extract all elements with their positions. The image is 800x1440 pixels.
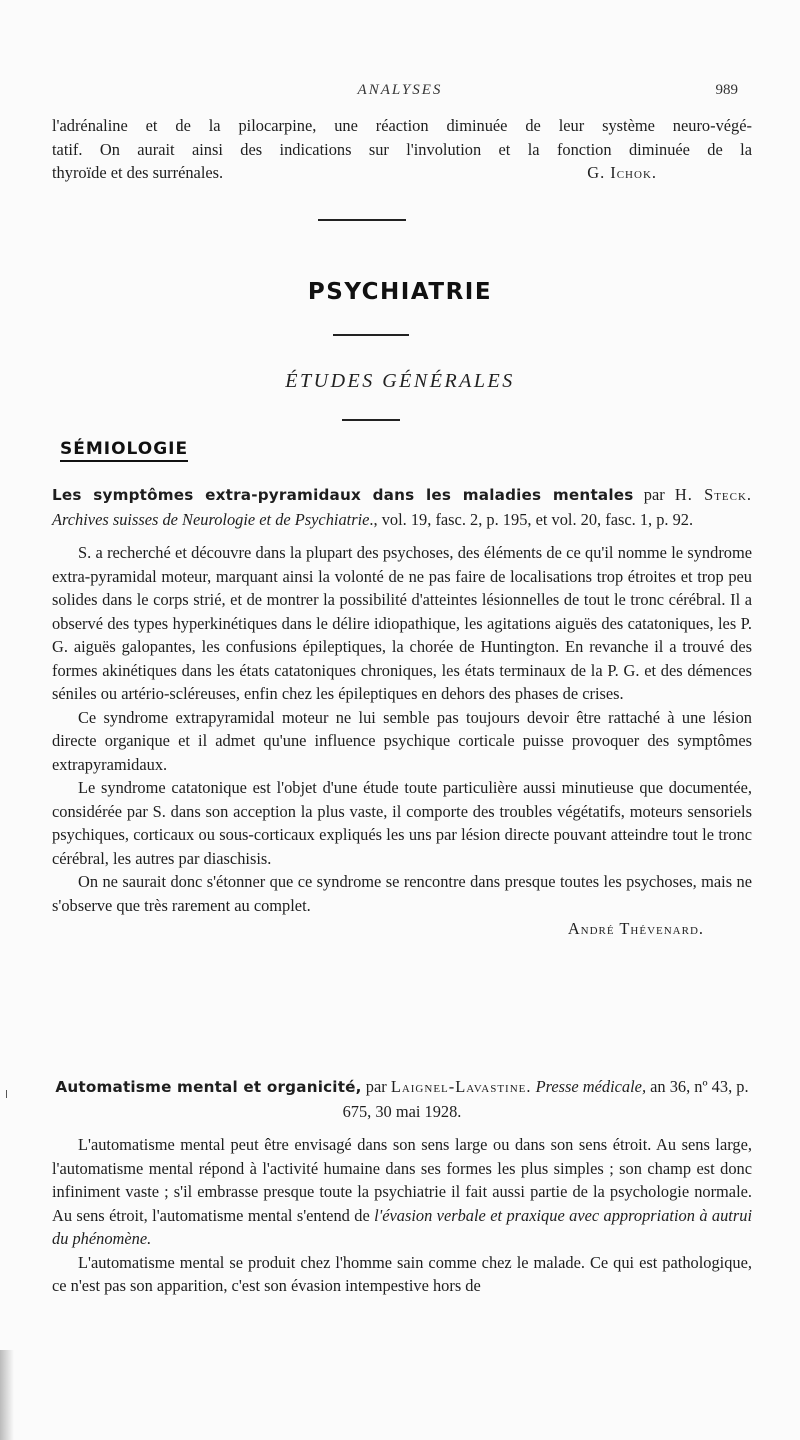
article-1-citation	[52, 483, 752, 531]
intro-block	[52, 114, 752, 185]
intro-signature: G. Ichok.	[587, 163, 657, 182]
article-2-journal: Presse médicale,	[535, 1077, 647, 1096]
article-1-paragraph: Ce syndrome extrapyramidal moteur ne lui semble pas toujours devoir être rattaché à une lésion directe organique et il admet qu'une influence psychique corticale puisse provoquer des symptômes extrapyramidaux.	[52, 707, 752, 774]
running-title: ANALYSES	[357, 82, 443, 98]
article-1-signature: André Thévenard.	[567, 919, 704, 938]
page-number: 989	[715, 82, 738, 98]
article-2-paragraph-italic: l'évasion verbale et praxique avec appropriation à autrui du phénomène.	[52, 1205, 752, 1248]
article-1-author: H. Steck.	[674, 485, 753, 504]
article-2-citation	[52, 1075, 752, 1123]
article-1-by: par	[643, 485, 665, 504]
article-1-paragraph: Le syndrome catatonique est l'objet d'une étude toute particulière aussi minutieuse que documentée, considérée par S. dans son acception la plus vaste, il comporte des troubles végétatifs, moteurs sensoriels psychiques, corticaux ou sous-corticaux expliqués les uns par lésion directe pouvant atteindre tout le tronc cérébral, les autres par diaschisis.	[52, 778, 752, 868]
article-2	[52, 1075, 752, 1298]
article-1-paragraph: S. a recherché et découvre dans la plupart des psychoses, des éléments de ce qu'il nomme le syndrome extra-pyramidal moteur, marquant ainsi la volonté de ne pas faire de localisations trop étroites et trop peu solides dans le corps strié, et de montrer la possibilité d'atteintes lésionnelles de tout le tronc cérébral. Il a observé des types hyperkinétiques dans le délire idiopathique, les agitations aiguës des catatoniques, les P. G. aiguës galopantes, les confusions épileptiques, la chorée de Huntington. En revanche il a trouvé des formes akinétiques dans les états catatoniques chroniques, les états terminaux de la P. G. et des démences séniles ou artério-scléreuses, enfin chez les épileptiques en dehors des phases de crises.	[52, 543, 752, 703]
page-header	[0, 82, 800, 106]
article-2-paragraph: L'automatisme mental se produit chez l'homme sain comme chez le malade. Ce qui est pathologique, ce n'est pas son apparition, c'est son évasion intempestive hors de	[52, 1252, 752, 1295]
article-1	[52, 483, 752, 941]
article-1-ref: ., vol. 19, fasc. 2, p. 195, et vol. 20, fasc. 1, p. 92.	[369, 509, 694, 529]
intro-line: l'adrénaline et de la pilocarpine, une réaction diminuée de leur système neuro-végé-	[52, 116, 752, 135]
subsection-title: ÉTUDES GÉNÉRALES	[285, 370, 515, 392]
section-rule	[333, 334, 409, 336]
subsection-rule	[342, 419, 400, 421]
article-2-author: Laignel-Lavastine.	[390, 1077, 532, 1096]
article-1-journal: Archives suisses de Neurologie et de Psychiatrie	[52, 509, 370, 529]
intro-line: thyroïde et des surrénales.	[52, 163, 224, 182]
article-1-paragraph: On ne saurait donc s'étonner que ce syndrome se rencontre dans presque toutes les psychoses, mais ne s'observe que très rarement au complet.	[52, 872, 752, 915]
section-title: PSYCHIATRIE	[307, 279, 493, 305]
article-2-paragraph	[52, 1133, 752, 1251]
separator-rule	[318, 219, 406, 221]
scan-edge-shadow	[0, 1350, 14, 1440]
article-2-paragraph-text: L'automatisme mental peut être envisagé dans son sens large ou dans son sens étroit. Au sens large, l'automatisme mental répond à l'activité humaine dans ses formes les plus simples ; son champ est donc infiniment vaste ; s'il embrasse presque toute la psychiatrie il fait aussi partie de la psychologie normale. Au sens étroit, l'automatisme mental s'entend de	[52, 1135, 752, 1225]
article-2-ref: an 36, nº 43, p. 675, 30 mai 1928.	[342, 1077, 749, 1121]
intro-line: tatif. On aurait ainsi des indications sur l'involution et la fonction diminuée de la	[52, 139, 752, 159]
article-2-title: Automatisme mental et organicité,	[55, 1078, 362, 1096]
margin-mark	[6, 1090, 7, 1098]
heading-semiologie: SÉMIOLOGIE	[60, 439, 188, 462]
article-1-title: Les symptômes extra-pyramidaux dans les maladies mentales	[52, 486, 634, 504]
intro-last-line	[52, 161, 752, 185]
article-2-by: par	[365, 1077, 387, 1096]
